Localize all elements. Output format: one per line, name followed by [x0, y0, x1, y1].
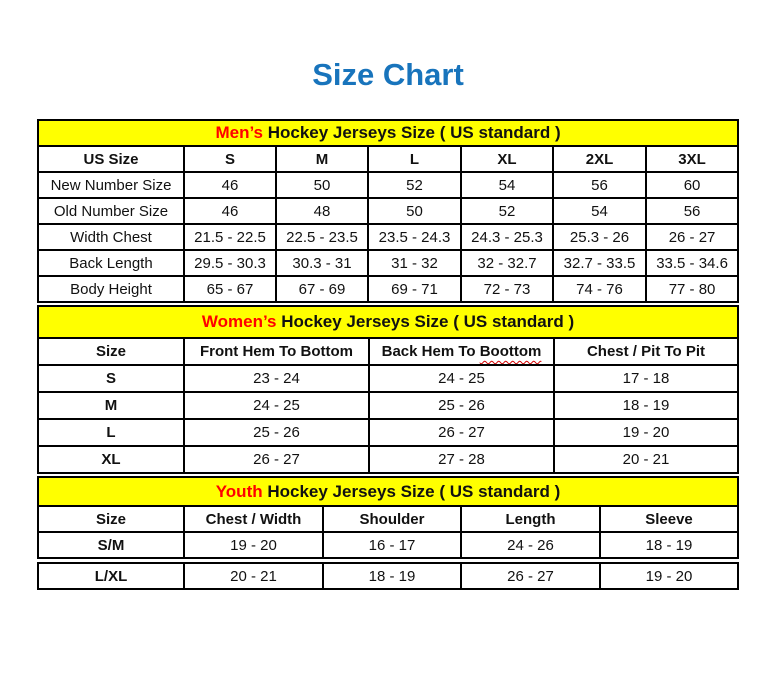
row-label: Width Chest — [38, 224, 184, 250]
table-cell: 69 - 71 — [368, 276, 461, 302]
table-cell: 23 - 24 — [184, 365, 369, 392]
table-cell: 23.5 - 24.3 — [368, 224, 461, 250]
youth-size-table — [37, 476, 739, 559]
table-cell: 48 — [276, 198, 368, 224]
youth-banner-text: Hockey Jerseys Size ( US standard ) — [262, 481, 561, 501]
table-cell: 24 - 25 — [369, 365, 554, 392]
table-cell: 33.5 - 34.6 — [646, 250, 738, 276]
womens-banner-accent: Women’s — [201, 312, 277, 331]
row-label: L/XL — [38, 563, 184, 589]
table-cell: 24.3 - 25.3 — [461, 224, 553, 250]
column-header: Chest / Pit To Pit — [554, 338, 738, 365]
column-header: L — [368, 146, 461, 172]
table-cell: 26 - 27 — [646, 224, 738, 250]
table-row — [38, 563, 738, 589]
page-title: Size Chart — [312, 57, 464, 92]
table-row — [38, 392, 738, 419]
table-cell: 46 — [184, 198, 276, 224]
table-row — [38, 224, 738, 250]
table-cell: 50 — [368, 198, 461, 224]
table-cell: 67 - 69 — [276, 276, 368, 302]
table-cell: 56 — [646, 198, 738, 224]
column-header: Shoulder — [323, 506, 461, 532]
column-header: Front Hem To Bottom — [184, 338, 369, 365]
column-header: Sleeve — [600, 506, 738, 532]
row-label: S — [38, 365, 184, 392]
row-label: New Number Size — [38, 172, 184, 198]
column-header: Chest / Width — [184, 506, 323, 532]
table-cell: 19 - 20 — [600, 563, 738, 589]
table-cell: 27 - 28 — [369, 446, 554, 473]
youth-size-table-last-row — [37, 562, 739, 590]
table-cell: 31 - 32 — [368, 250, 461, 276]
column-header: 3XL — [646, 146, 738, 172]
youth-banner-accent: Youth — [215, 481, 263, 501]
table-row — [38, 172, 738, 198]
table-row — [38, 365, 738, 392]
table-band-row — [38, 306, 738, 338]
table-cell: 32.7 - 33.5 — [553, 250, 646, 276]
womens-size-table — [37, 305, 739, 474]
table-cell: 65 - 67 — [184, 276, 276, 302]
row-label: L — [38, 419, 184, 446]
table-cell: 26 - 27 — [184, 446, 369, 473]
table-header-row — [38, 146, 738, 172]
row-label: S/M — [38, 532, 184, 558]
table-cell: 54 — [553, 198, 646, 224]
table-cell: 16 - 17 — [323, 532, 461, 558]
misspelled-word: Boottom — [479, 343, 542, 360]
table-cell: 60 — [646, 172, 738, 198]
table-cell: 18 - 19 — [554, 392, 738, 419]
table-cell: 20 - 21 — [554, 446, 738, 473]
table-cell: 32 - 32.7 — [461, 250, 553, 276]
table-cell: 72 - 73 — [461, 276, 553, 302]
column-header: XL — [461, 146, 553, 172]
table-cell: 21.5 - 22.5 — [184, 224, 276, 250]
table-cell: 74 - 76 — [553, 276, 646, 302]
womens-table-banner — [38, 306, 738, 338]
table-cell: 17 - 18 — [554, 365, 738, 392]
mens-banner-accent: Men’s — [215, 123, 263, 142]
table-cell: 54 — [461, 172, 553, 198]
row-label: Body Height — [38, 276, 184, 302]
womens-banner-text: Hockey Jerseys Size ( US standard ) — [276, 312, 575, 331]
youth-table-banner — [38, 477, 738, 506]
table-cell: 30.3 - 31 — [276, 250, 368, 276]
table-cell: 24 - 26 — [461, 532, 600, 558]
column-header — [369, 338, 554, 365]
table-cell: 24 - 25 — [184, 392, 369, 419]
table-cell: 18 - 19 — [323, 563, 461, 589]
row-label: Old Number Size — [38, 198, 184, 224]
size-chart-tables — [37, 119, 737, 590]
row-label: XL — [38, 446, 184, 473]
table-row — [38, 419, 738, 446]
table-row — [38, 250, 738, 276]
row-label: M — [38, 392, 184, 419]
table-cell: 50 — [276, 172, 368, 198]
column-header: US Size — [38, 146, 184, 172]
table-cell: 25 - 26 — [369, 392, 554, 419]
column-header: Size — [38, 338, 184, 365]
table-cell: 52 — [368, 172, 461, 198]
table-cell: 26 - 27 — [461, 563, 600, 589]
table-header-row — [38, 338, 738, 365]
column-header: 2XL — [553, 146, 646, 172]
table-cell: 18 - 19 — [600, 532, 738, 558]
table-band-row — [38, 120, 738, 146]
table-band-row — [38, 477, 738, 506]
mens-banner-text: Hockey Jerseys Size ( US standard ) — [263, 123, 561, 142]
mens-size-table — [37, 119, 739, 303]
table-cell: 19 - 20 — [554, 419, 738, 446]
table-cell: 20 - 21 — [184, 563, 323, 589]
table-row — [38, 276, 738, 302]
row-label: Back Length — [38, 250, 184, 276]
column-header: S — [184, 146, 276, 172]
table-cell: 22.5 - 23.5 — [276, 224, 368, 250]
table-cell: 46 — [184, 172, 276, 198]
table-header-row — [38, 506, 738, 532]
table-cell: 19 - 20 — [184, 532, 323, 558]
table-cell: 56 — [553, 172, 646, 198]
table-cell: 26 - 27 — [369, 419, 554, 446]
mens-table-banner — [38, 120, 738, 146]
table-cell: 77 - 80 — [646, 276, 738, 302]
column-header: Size — [38, 506, 184, 532]
table-cell: 25.3 - 26 — [553, 224, 646, 250]
column-header-text: Back Hem To — [381, 343, 480, 360]
table-cell: 52 — [461, 198, 553, 224]
table-row — [38, 198, 738, 224]
column-header: M — [276, 146, 368, 172]
table-cell: 29.5 - 30.3 — [184, 250, 276, 276]
table-row — [38, 532, 738, 558]
table-row — [38, 446, 738, 473]
table-cell: 25 - 26 — [184, 419, 369, 446]
column-header: Length — [461, 506, 600, 532]
